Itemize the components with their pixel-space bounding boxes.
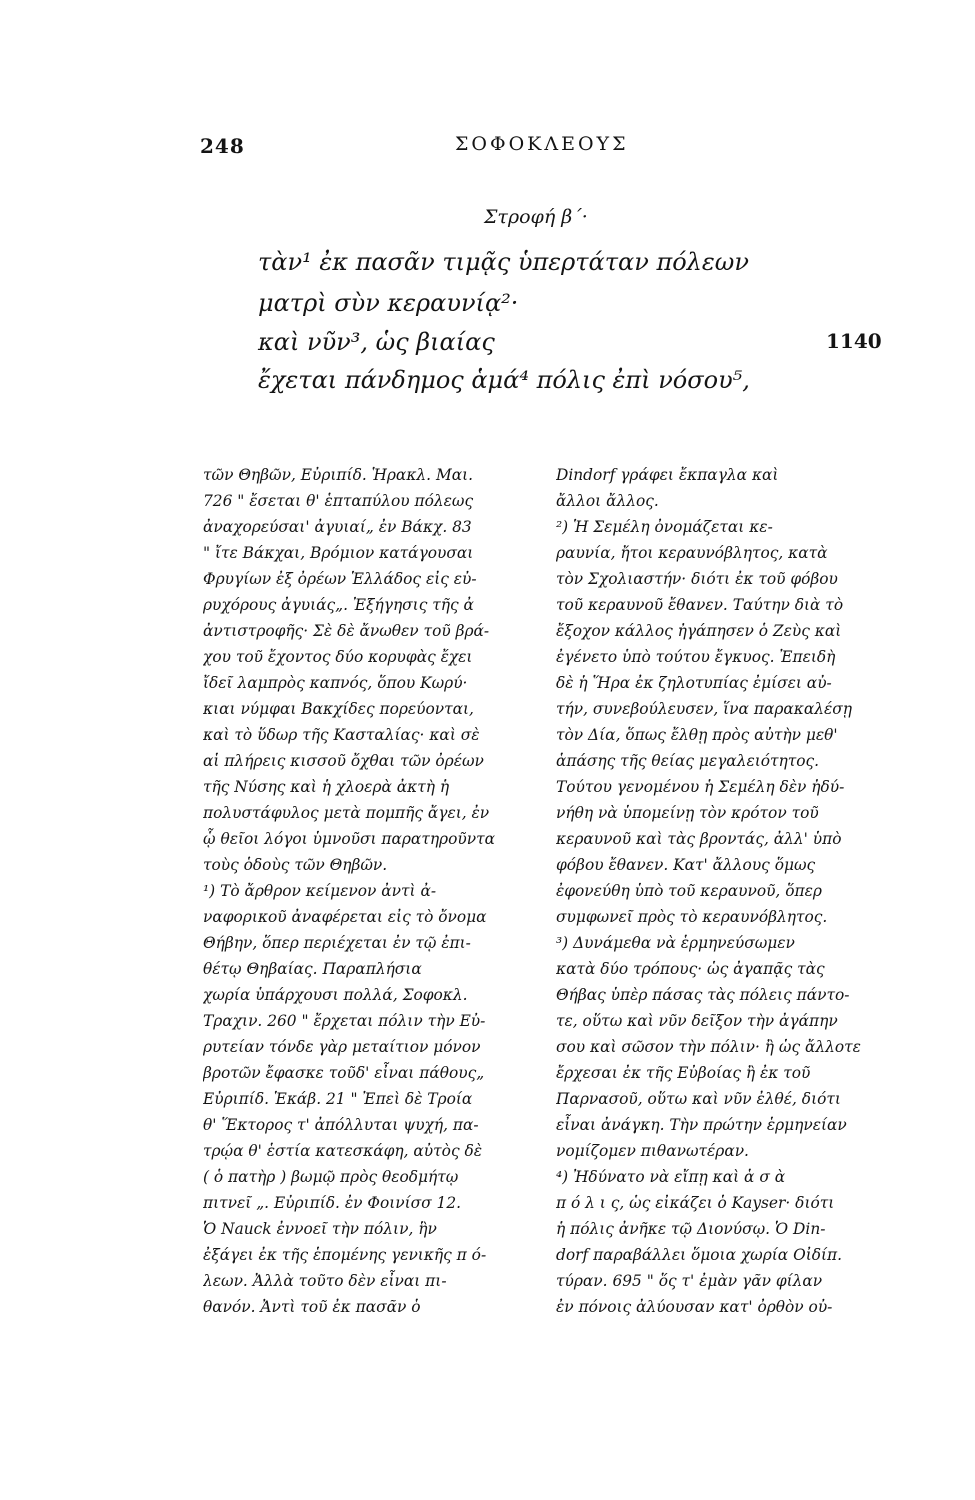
commentary-line: ἐφονεύθη ὑπὸ τοῦ κεραυνοῦ, ὅπερ	[556, 882, 822, 900]
verse-line: τὰν¹ ἐκ πασᾶν τιμᾷς ὑπερτάταν πόλεων	[258, 248, 749, 276]
commentary-line: συμφωνεῖ πρὸς τὸ κεραυνόβλητος.	[556, 908, 828, 926]
commentary-line: ³) Δυνάμεθα νὰ ἑρμηνεύσωμεν	[556, 934, 795, 952]
commentary-line: πιτνεῖ „. Εὐριπίδ. ἐν Φοινίσσ 12.	[203, 1194, 462, 1212]
commentary-line: ἐξάγει ἐκ τῆς ἑπομένης γενικῆς π ό-	[203, 1246, 487, 1264]
commentary-line: κατὰ δύο τρόπους· ὡς ἀγαπᾷς τὰς	[556, 960, 825, 978]
commentary-line: τύραν. 695 " ὅς τ' ἐμὰν γᾶν φίλαν	[556, 1272, 823, 1290]
commentary-line: τρῴα θ' ἑστία κατεσκάφη, αὐτὸς δὲ	[203, 1142, 482, 1160]
commentary-line: κιαι νύμφαι Βακχίδες πορεύονται,	[203, 700, 474, 718]
commentary-line: δὲ ἡ Ἥρα ἐκ ζηλοτυπίας ἐμίσει αὐ-	[556, 674, 832, 692]
commentary-line: θανόν. Ἀντὶ τοῦ ἐκ πασᾶν ὁ	[203, 1298, 421, 1316]
commentary-line: Θήβην, ὅπερ περιέχεται ἐν τῷ ἐπι-	[203, 934, 471, 952]
commentary-right-column	[556, 462, 881, 1320]
commentary-line: τήν, συνεβούλευσεν, ἵνα παρακαλέσῃ	[556, 700, 852, 718]
commentary-line: dorf παραβάλλει ὅμοια χωρία Οἰδίπ.	[556, 1246, 843, 1264]
commentary-line: ναφορικοῦ ἀναφέρεται εἰς τὸ ὄνομα	[203, 908, 487, 926]
commentary-line: ρυχόρους ἀγυιάς„. Ἐξήγησις τῆς ἀ	[203, 596, 474, 614]
commentary-line: ἔξοχον κάλλος ἠγάπησεν ὁ Ζεὺς καὶ	[556, 622, 842, 640]
commentary-line: τοῦ κεραυνοῦ ἔθανεν. Ταύτην διὰ τὸ	[556, 596, 844, 614]
commentary-line: λεων. Ἀλλὰ τοῦτο δὲν εἶναι πι-	[203, 1272, 447, 1290]
commentary-line: ἐν πόνοις ἀλύουσαν κατ' ὀρθὸν οὐ-	[556, 1298, 833, 1316]
commentary-line: βροτῶν ἔφασκε τοῦδ' εἶναι πάθους„	[203, 1064, 485, 1082]
verse-line: ἔχεται πάνδημος ἁμά⁴ πόλις ἐπὶ νόσου⁵,	[258, 366, 750, 394]
commentary-line: π ό λ ι ς, ὡς εἰκάζει ὁ Kayser· διότι	[556, 1194, 835, 1212]
commentary-line: ραυνία, ἤτοι κεραυνόβλητος, κατὰ	[556, 544, 828, 562]
commentary-line: ²) Ἡ Σεμέλη ὀνομάζεται κε-	[556, 518, 773, 536]
commentary-line: Ὁ Nauck ἐννοεῖ τὴν πόλιν, ἣν	[203, 1220, 437, 1238]
commentary-line: ἔρχεσαι ἐκ τῆς Εὐβοίας ἢ ἐκ τοῦ	[556, 1064, 811, 1082]
commentary-line: " ἴτε Βάκχαι, Βρόμιον κατάγουσαι	[203, 544, 474, 562]
commentary-line: εἶναι ἀνάγκη. Τὴν πρώτην ἑρμηνείαν	[556, 1116, 847, 1134]
strophe-heading: Στροφή β΄·	[484, 206, 588, 228]
commentary-line: ( ὁ πατὴρ ) βωμῷ πρὸς θεοδμήτῳ	[203, 1168, 459, 1186]
commentary-line: ⁴) Ἠδύνατο νὰ εἴπῃ καὶ ἁ σ ὰ	[556, 1168, 786, 1186]
commentary-line: ἴδεῖ λαμπρὸς καπνός, ὅπου Κωρύ·	[203, 674, 468, 692]
commentary-line: χωρία ὑπάρχουσι πολλά, Σοφοκλ.	[203, 986, 468, 1004]
commentary-line: καὶ τὸ ὕδωρ τῆς Κασταλίας· καὶ σὲ	[203, 726, 480, 744]
commentary-line: τοὺς ὁδοὺς τῶν Θηβῶν.	[203, 856, 388, 874]
commentary-line: τὸν Δία, ὅπως ἔλθῃ πρὸς αὐτὴν μεθ'	[556, 726, 838, 744]
commentary-line: ¹) Τὸ ἄρθρον κείμενον ἀντὶ ἀ-	[203, 882, 437, 900]
commentary-line: ἀναχορεύσαι' ἀγυιαί„ ἐν Βάκχ. 83	[203, 518, 472, 536]
commentary-line: νήθη νὰ ὑπομείνῃ τὸν κρότον τοῦ	[556, 804, 819, 822]
commentary-line: κεραυνοῦ καὶ τὰς βροντάς, ἀλλ' ὑπὸ	[556, 830, 842, 848]
line-number: 1140	[826, 329, 882, 353]
commentary-line: Θήβας ὑπὲρ πάσας τὰς πόλεις πάντο-	[556, 986, 850, 1004]
verse-line: ματρὶ σὺν κεραυνίᾳ²·	[258, 289, 519, 317]
commentary-line: χου τοῦ ἔχοντος δύο κορυφὰς ἔχει	[203, 648, 473, 666]
commentary-line: τῆς Νύσης καὶ ἡ χλοερὰ ἀκτὴ ἡ	[203, 778, 450, 796]
commentary-line: ᾧ θεῖοι λόγοι ὑμνοῦσι παρατηροῦντα	[203, 830, 495, 848]
commentary-line: Φρυγίων ἐξ ὀρέων Ἑλλάδος εἰς εὐ-	[203, 570, 477, 588]
commentary-line: ἡ πόλις ἀνῆκε τῷ Διονύσῳ. Ὁ Din-	[556, 1220, 826, 1238]
commentary-left-column	[203, 462, 528, 1320]
commentary-line: θέτῳ Θηβαίας. Παραπλήσια	[203, 960, 422, 978]
commentary-line: ἐγένετο ὑπὸ τούτου ἔγκυος. Ἐπειδὴ	[556, 648, 836, 666]
commentary-line: νομίζομεν πιθανωτέραν.	[556, 1142, 749, 1160]
commentary-line: ἀντιστροφῆς· Σὲ δὲ ἄνωθεν τοῦ βρά-	[203, 622, 490, 640]
commentary-line: φόβου ἔθανεν. Κατ' ἄλλους ὅμως	[556, 856, 816, 874]
commentary-line: τὸν Σχολιαστήν· διότι ἐκ τοῦ φόβου	[556, 570, 838, 588]
commentary-line: Παρνασοῦ, οὕτω καὶ νῦν ἐλθέ, διότι	[556, 1090, 841, 1108]
commentary-line: Εὐριπίδ. Ἑκάβ. 21 " Ἐπεὶ δὲ Τροία	[203, 1090, 473, 1108]
page-number: 248	[200, 134, 245, 158]
commentary-line: αἱ πλήρεις κισσοῦ ὄχθαι τῶν ὀρέων	[203, 752, 484, 770]
commentary-line: πολυστάφυλος μετὰ πομπῆς ἄγει, ἐν	[203, 804, 490, 822]
commentary-line: Τούτου γενομένου ἡ Σεμέλη δὲν ἠδύ-	[556, 778, 845, 796]
commentary-line: Τραχιν. 260 " ἔρχεται πόλιν τὴν Εὐ-	[203, 1012, 486, 1030]
commentary-line: σου καὶ σῶσον τὴν πόλιν· ἢ ὡς ἄλλοτε	[556, 1038, 861, 1056]
commentary-line: ἁπάσης τῆς θείας μεγαλειότητος.	[556, 752, 820, 770]
running-head: ΣΟΦΟΚΛΕΟΥΣ	[455, 133, 629, 155]
commentary-line: ρυτείαν τόνδε γὰρ μεταίτιον μόνον	[203, 1038, 481, 1056]
commentary-line: 726 " ἔσεται θ' ἑπταπύλου πόλεως	[203, 492, 474, 510]
commentary-line: ἄλλοι ἄλλος.	[556, 492, 659, 510]
commentary-line: τῶν Θηβῶν, Εὐριπίδ. Ἡρακλ. Μαι.	[203, 466, 474, 484]
verse-line: καὶ νῦν³, ὡς βιαίας	[258, 328, 495, 356]
commentary-line: θ' Ἕκτορος τ' ἀπόλλυται ψυχή, πα-	[203, 1116, 479, 1134]
commentary-line: τε, οὕτω καὶ νῦν δεῖξον τὴν ἀγάπην	[556, 1012, 838, 1030]
commentary-line: Dindorf γράφει ἔκπαγλα καὶ	[556, 466, 779, 484]
